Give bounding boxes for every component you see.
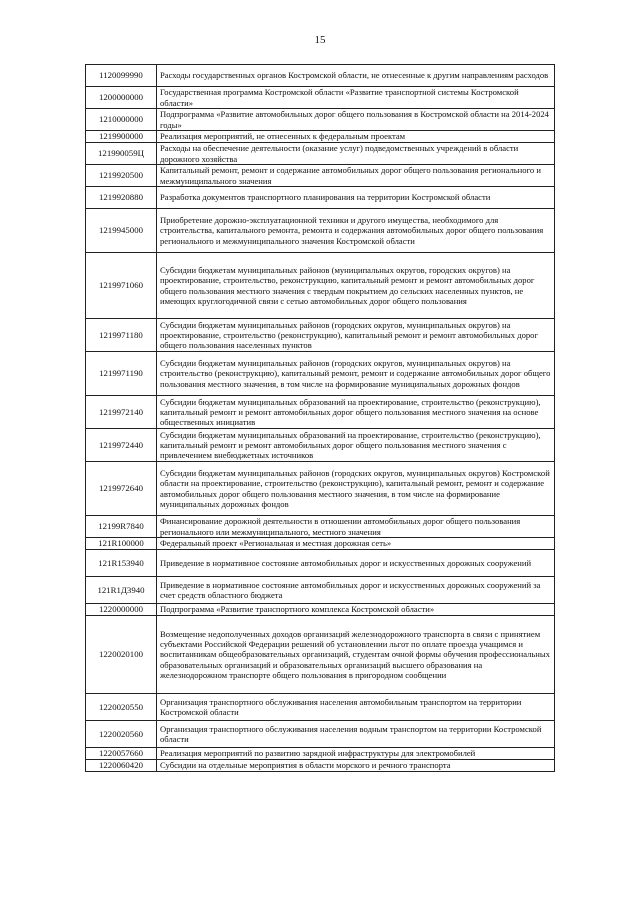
table-row <box>86 396 555 429</box>
budget-codes-table-body <box>86 65 555 772</box>
expense-description: Возмещение недополученных доходов организаций железнодорожного транспорта в связи с принятием субъектами Российской Федерации решений об установлении льгот по оплате проезда учащимся и воспитанникам общеобразовательных организаций, студентам очной формы обучения профессиональных образовательных организаций и образовательных организаций высшего образования на железнодорожном транспорте общего пользования в пригородном сообщении <box>157 616 555 694</box>
classification-code: 1220020100 <box>86 616 157 694</box>
table-row <box>86 616 555 694</box>
expense-description: Финансирование дорожной деятельности в отношении автомобильных дорог общего пользования регионального или межмуниципального, местного значения <box>157 516 555 538</box>
classification-code: 1220057660 <box>86 748 157 760</box>
classification-code: 121R1Д3940 <box>86 577 157 604</box>
table-row <box>86 462 555 516</box>
classification-code: 1120099990 <box>86 65 157 87</box>
table-row <box>86 538 555 550</box>
table-row <box>86 109 555 131</box>
classification-code: 1219920500 <box>86 165 157 187</box>
expense-description: Подпрограмма «Развитие автомобильных дорог общего пользования в Костромской области на 2014-2024 годы» <box>157 109 555 131</box>
classification-code: 1219972140 <box>86 396 157 429</box>
expense-description: Реализация мероприятий, не отнесенных к федеральным проектам <box>157 131 555 143</box>
classification-code: 1220020560 <box>86 721 157 748</box>
classification-code: 1219900000 <box>86 131 157 143</box>
table-row <box>86 65 555 87</box>
table-row <box>86 760 555 772</box>
table-row <box>86 577 555 604</box>
expense-description: Приведение в нормативное состояние автомобильных дорог и искусственных дорожных сооружений за счет средств областного бюджета <box>157 577 555 604</box>
expense-description: Расходы государственных органов Костромской области, не отнесенные к другим направлениям расходов <box>157 65 555 87</box>
classification-code: 1219972640 <box>86 462 157 516</box>
classification-code: 121990059Ц <box>86 143 157 165</box>
budget-codes-table <box>85 64 555 772</box>
table-row <box>86 352 555 396</box>
table-row <box>86 187 555 209</box>
classification-code: 1210000000 <box>86 109 157 131</box>
expense-description: Реализация мероприятий по развитию зарядной инфраструктуры для электромобилей <box>157 748 555 760</box>
expense-description: Подпрограмма «Развитие транспортного комплекса Костромской области» <box>157 604 555 616</box>
expense-description: Разработка документов транспортного планирования на территории Костромской области <box>157 187 555 209</box>
expense-description: Расходы на обеспечение деятельности (оказание услуг) подведомственных учреждений в области дорожного хозяйства <box>157 143 555 165</box>
expense-description: Организация транспортного обслуживания населения автомобильным транспортом на территории Костромской области <box>157 694 555 721</box>
classification-code: 1219972440 <box>86 429 157 462</box>
expense-description: Субсидии бюджетам муниципальных образований на проектирование, строительство (реконструкцию), капитальный ремонт и ремонт автомобильных дорог общего пользования местного значения с привлечением внебюджетных источников <box>157 429 555 462</box>
expense-description: Приведение в нормативное состояние автомобильных дорог и искусственных дорожных сооружений <box>157 550 555 577</box>
classification-code: 121R153940 <box>86 550 157 577</box>
page-number: 15 <box>314 34 326 46</box>
expense-description: Государственная программа Костромской области «Развитие транспортной системы Костромской области» <box>157 87 555 109</box>
classification-code: 1220000000 <box>86 604 157 616</box>
table-row <box>86 253 555 319</box>
expense-description: Организация транспортного обслуживания населения водным транспортом на территории Костромской области <box>157 721 555 748</box>
expense-description: Субсидии на отдельные мероприятия в области морского и речного транспорта <box>157 760 555 772</box>
classification-code: 1219945000 <box>86 209 157 253</box>
classification-code: 1220060420 <box>86 760 157 772</box>
table-row <box>86 550 555 577</box>
expense-description: Приобретение дорожно-эксплуатационной техники и другого имущества, необходимого для строительства, капитального ремонта, ремонта и содержания автомобильных дорог общего пользования регионального и межмуниципального значения Костромской области <box>157 209 555 253</box>
expense-description: Капитальный ремонт, ремонт и содержание автомобильных дорог общего пользования регионального и межмуниципального значения <box>157 165 555 187</box>
expense-description: Субсидии бюджетам муниципальных районов (городских округов, муниципальных округов) Костромской области на проектирование, строительство (реконструкцию), капитальный ремонт, ремонт и содержание автомобильных дорог общего пользования местного значения, в том числе на формирование муниципальных дорожных фондов <box>157 462 555 516</box>
classification-code: 1220020550 <box>86 694 157 721</box>
expense-description: Субсидии бюджетам муниципальных образований на проектирование, строительство (реконструкцию), капитальный ремонт и ремонт автомобильных дорог общего пользования местного значения на основе общественных инициатив <box>157 396 555 429</box>
table-row <box>86 165 555 187</box>
table-row <box>86 429 555 462</box>
expense-description: Субсидии бюджетам муниципальных районов (городских округов, муниципальных округов) на строительство (реконструкцию), капитальный ремонт, ремонт и содержание автомобильных дорог общего пользования местного значения, в том числе на формирование муниципальных дорожных фондов <box>157 352 555 396</box>
table-row <box>86 721 555 748</box>
classification-code: 12199R7840 <box>86 516 157 538</box>
table-row <box>86 748 555 760</box>
classification-code: 1219971190 <box>86 352 157 396</box>
classification-code: 1219971060 <box>86 253 157 319</box>
expense-description: Субсидии бюджетам муниципальных районов (городских округов, муниципальных округов) на проектирование, строительство (реконструкцию), капитальный ремонт и ремонт автомобильных дорог общего пользования населенных пунктов <box>157 319 555 352</box>
expense-description: Федеральный проект «Региональная и местная дорожная сеть» <box>157 538 555 550</box>
table-row <box>86 87 555 109</box>
classification-code: 1219920880 <box>86 187 157 209</box>
classification-code: 1219971180 <box>86 319 157 352</box>
expense-description: Субсидии бюджетам муниципальных районов (муниципальных округов, городских округов) на проектирование, строительство, реконструкцию, капитальный ремонт и ремонт автомобильных дорог общего пользования местного значения с твердым покрытием до сельских населенных пунктов, не имеющих круглогодичной связи с сетью автомобильных дорог общего пользования <box>157 253 555 319</box>
table-row <box>86 604 555 616</box>
table-row <box>86 143 555 165</box>
table-row <box>86 131 555 143</box>
table-row <box>86 694 555 721</box>
table-row <box>86 209 555 253</box>
table-row <box>86 516 555 538</box>
classification-code: 1200000000 <box>86 87 157 109</box>
table-row <box>86 319 555 352</box>
classification-code: 121R100000 <box>86 538 157 550</box>
